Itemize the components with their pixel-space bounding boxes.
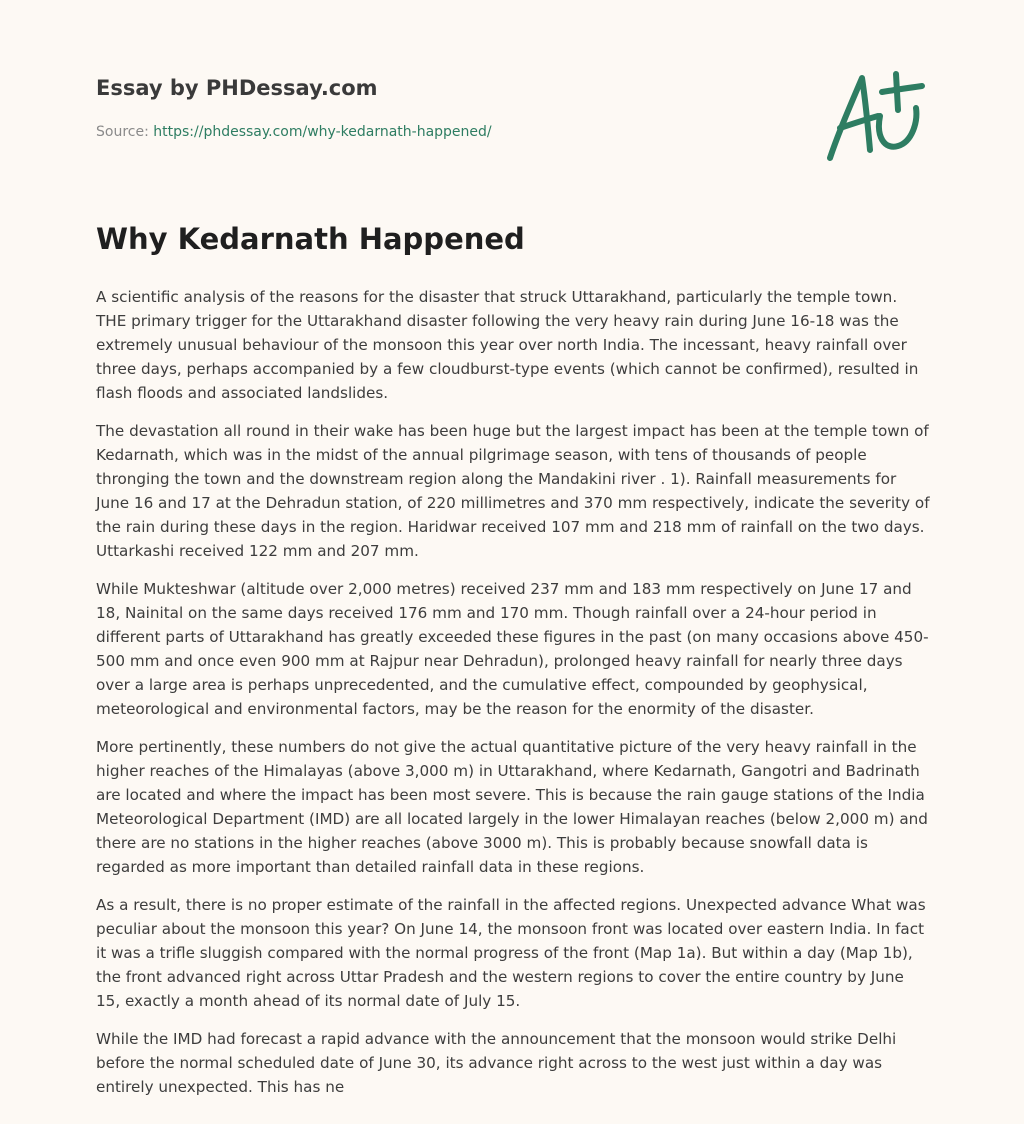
source-link[interactable]: https://phdessay.com/why-kedarnath-happened/ bbox=[153, 124, 492, 140]
essay-body bbox=[96, 285, 932, 1113]
essay-paragraph: While Mukteshwar (altitude over 2,000 metres) received 237 mm and 183 mm respectively on June 17 and 18, Nainital on the same days received 176 mm and 170 mm. Though rainfall over a 24-hour period in different parts of Uttarakhand has greatly exceeded these figures in the past (on many occasions above 450-500 mm and once even 900 mm at Rajpur near Dehradun), prolonged heavy rainfall for nearly three days over a large area is perhaps unprecedented, and the cumulative effect, compounded by geophysical, meteorological and environmental factors, may be the reason for the enormity of the disaster. bbox=[96, 580, 929, 718]
site-name: Essay by PHDessay.com bbox=[96, 76, 378, 100]
a-plus-logo-icon bbox=[818, 64, 930, 168]
essay-paragraph: As a result, there is no proper estimate of the rainfall in the affected regions. Unexpected advance What was peculiar about the monsoon this year? On June 14, the monsoon front was located over eastern India. In fact it was a trifle sluggish compared with the normal progress of the front (Map 1a). But within a day (Map 1b), the front advanced right across Uttar Pradesh and the western regions to cover the entire country by June 15, exactly a month ahead of its normal date of July 15. bbox=[96, 896, 926, 1010]
essay-paragraph: The devastation all round in their wake has been huge but the largest impact has been at the temple town of Kedarnath, which was in the midst of the annual pilgrimage season, with tens of thousands of people thronging the town and the downstream region along the Mandakini river . 1). Rainfall measurements for June 16 and 17 at the Dehradun station, of 220 millimetres and 370 mm respectively, indicate the severity of the rain during these days in the region. Haridwar received 107 mm and 218 mm of rainfall on the two days. Uttarkashi received 122 mm and 207 mm. bbox=[96, 422, 930, 560]
source-label: Source: bbox=[96, 124, 154, 140]
essay-paragraph: More pertinently, these numbers do not give the actual quantitative picture of the very heavy rainfall in the higher reaches of the Himalayas (above 3,000 m) in Uttarakhand, where Kedarnath, Gangotri and Badrinath are located and where the impact has been most severe. This is because the rain gauge stations of the India Meteorological Department (IMD) are all located largely in the lower Himalayan reaches (below 2,000 m) and there are no stations in the higher reaches (above 3000 m). This is probably because snowfall data is regarded as more important than detailed rainfall data in these regions. bbox=[96, 738, 928, 876]
essay-title: Why Kedarnath Happened bbox=[96, 222, 525, 256]
source-line bbox=[96, 124, 492, 140]
essay-paragraph: While the IMD had forecast a rapid advance with the announcement that the monsoon would strike Delhi before the normal scheduled date of June 30, its advance right across to the west just within a day was entirely unexpected. This has ne bbox=[96, 1030, 897, 1096]
essay-paragraph: A scientific analysis of the reasons for the disaster that struck Uttarakhand, particularly the temple town. THE primary trigger for the Uttarakhand disaster following the very heavy rain during June 16-18 was the extremely unusual behaviour of the monsoon this year over north India. The incessant, heavy rainfall over three days, perhaps accompanied by a few cloudburst-type events (which cannot be confirmed), resulted in flash floods and associated landslides. bbox=[96, 288, 919, 402]
